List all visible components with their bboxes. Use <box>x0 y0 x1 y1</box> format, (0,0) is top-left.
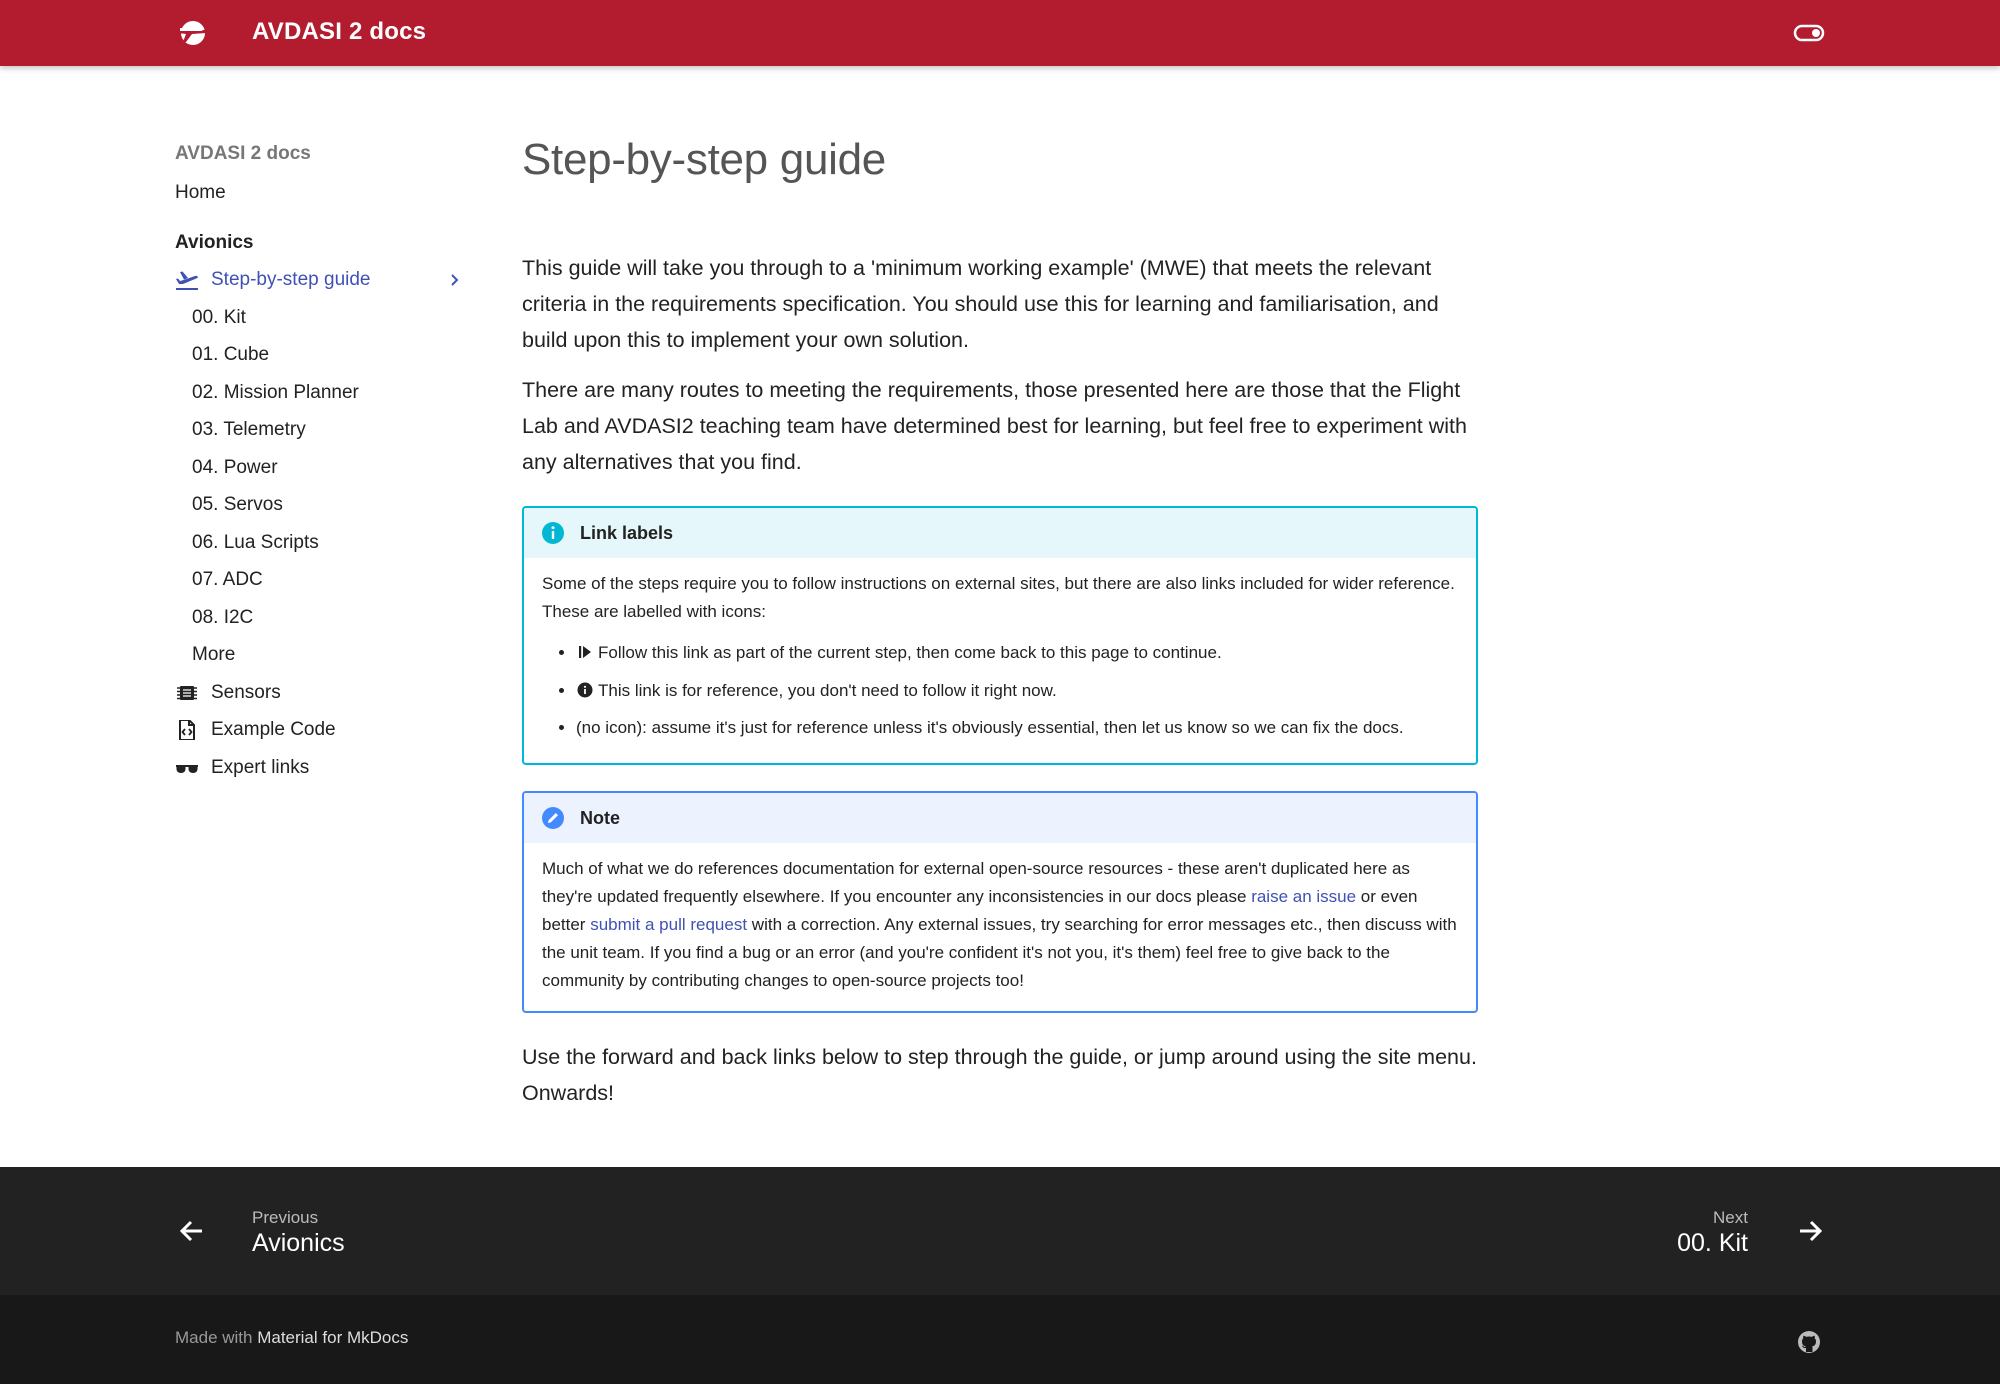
pull-request-link[interactable]: submit a pull request <box>590 914 748 934</box>
nav-site-title: AVDASI 2 docs <box>175 143 311 164</box>
admonition-body <box>524 843 1476 1011</box>
footer-nav <box>0 1167 2000 1295</box>
nav-item-sensors[interactable] <box>175 674 475 712</box>
plane-takeoff-icon <box>175 270 199 290</box>
raise-issue-link[interactable]: raise an issue <box>1251 886 1357 906</box>
header <box>0 0 2000 66</box>
file-code-icon <box>175 720 199 740</box>
nav-item-more[interactable]: More <box>192 644 236 665</box>
nav-item-adc[interactable]: 07. ADC <box>192 569 263 590</box>
site-title[interactable]: AVDASI 2 docs <box>252 18 427 45</box>
note-text-b: or even better <box>542 886 1418 934</box>
nav-item-kit[interactable]: 00. Kit <box>192 306 246 328</box>
list-item <box>576 672 1458 710</box>
admonition-body <box>524 558 1476 763</box>
nav-item-label: Expert links <box>211 756 310 778</box>
note-text <box>542 855 1458 995</box>
made-with-text <box>175 1328 408 1348</box>
pencil-circle-icon <box>541 806 565 830</box>
plane-logo-icon[interactable] <box>176 16 210 50</box>
nav-section-avionics[interactable]: Avionics <box>175 231 254 253</box>
nav-item-mission-planner[interactable]: 02. Mission Planner <box>192 381 359 403</box>
footer-meta <box>0 1295 2000 1384</box>
step-forward-icon <box>576 644 594 660</box>
nav-item-label: Sensors <box>211 681 281 703</box>
material-mkdocs-link[interactable]: Material for MkDocs <box>257 1328 409 1347</box>
nav-home[interactable]: Home <box>175 182 226 203</box>
main-content <box>522 130 1478 1111</box>
intro-paragraph: This guide will take you through to a 'minimum working example' (MWE) that meets the relevant criteria in the requirements specification. You should use this for learning and familiarisation, and build upon this to implement your own solution. <box>522 256 1439 352</box>
arrow-left-icon[interactable] <box>176 1215 208 1247</box>
chevron-right-icon[interactable] <box>447 270 463 290</box>
next-direction-label: Next <box>1713 1208 1748 1227</box>
list-item <box>576 634 1458 672</box>
list-item <box>576 709 1458 747</box>
nav-item-i2c[interactable]: 08. I2C <box>192 606 254 628</box>
info-circle-icon <box>541 521 565 545</box>
admonition-note <box>522 791 1478 1013</box>
nav-item-lua-scripts[interactable]: 06. Lua Scripts <box>192 531 319 553</box>
icon-legend-list <box>542 634 1458 747</box>
nav-item-step-by-step-guide[interactable] <box>175 261 475 299</box>
nav-item-power[interactable]: 04. Power <box>192 456 278 478</box>
admonition-title-text: Note <box>580 807 620 828</box>
prev-page-link[interactable]: Avionics <box>252 1229 345 1257</box>
nav-item-label: Step-by-step guide <box>211 269 371 290</box>
nav-item-servos[interactable]: 05. Servos <box>192 494 283 515</box>
list-item-text: This link is for reference, you don't need to follow it right now. <box>598 680 1057 700</box>
prev-direction-label: Previous <box>252 1208 319 1227</box>
nav-item-telemetry[interactable]: 03. Telemetry <box>192 419 306 440</box>
admonition-title-text: Link labels <box>580 523 674 543</box>
note-text-c: with a correction. Any external issues, try searching for error messages etc., then discuss with the unit team. If you find a bug or an error (and you're confident it's not you, it's them) feel free to give back to the community by contributing changes to open-source projects too! <box>542 914 1457 990</box>
glasses-icon <box>175 758 199 778</box>
list-item-text: Follow this link as part of the current step, then come back to this page to continue. <box>598 643 1222 662</box>
nav-item-example-code[interactable] <box>175 711 475 749</box>
admonition-link-labels <box>522 506 1478 765</box>
arrow-right-icon[interactable] <box>1794 1215 1826 1247</box>
nav-item-cube[interactable]: 01. Cube <box>192 344 270 365</box>
info-circle-icon <box>576 682 594 698</box>
page-title: Step-by-step guide <box>522 135 886 184</box>
note-text-a: Much of what we do references documentation for external open-source resources - these aren't duplicated here as they're updated frequently elsewhere. If you encounter any inconsistencies in our docs please <box>542 858 1410 906</box>
nav-item-label: Example Code <box>211 719 336 740</box>
list-item-text: (no icon): assume it's just for reference unless it's obviously essential, then let us know so we can fix the docs. <box>576 718 1404 737</box>
palette-toggle-icon[interactable] <box>1793 21 1825 45</box>
chip-icon <box>175 683 199 703</box>
routes-paragraph: There are many routes to meeting the requirements, those presented here are those that the Flight Lab and AVDASI2 teaching team have determined best for learning, but feel free to experiment with any alternatives that you find. <box>522 378 1467 474</box>
github-icon[interactable] <box>1797 1330 1821 1354</box>
nav-item-expert-links[interactable] <box>175 749 475 787</box>
admonition-title <box>524 508 1476 558</box>
next-page-link[interactable]: 00. Kit <box>1677 1229 1748 1257</box>
admonition-title <box>524 793 1476 843</box>
sidebar-nav <box>175 140 475 786</box>
admonition-intro: Some of the steps require you to follow instructions on external sites, but there are also links included for wider reference. These are labelled with icons: <box>542 574 1455 621</box>
made-with-prefix: Made with <box>175 1328 258 1347</box>
onwards-paragraph: Use the forward and back links below to step through the guide, or jump around using the site menu. Onwards! <box>522 1044 1477 1105</box>
